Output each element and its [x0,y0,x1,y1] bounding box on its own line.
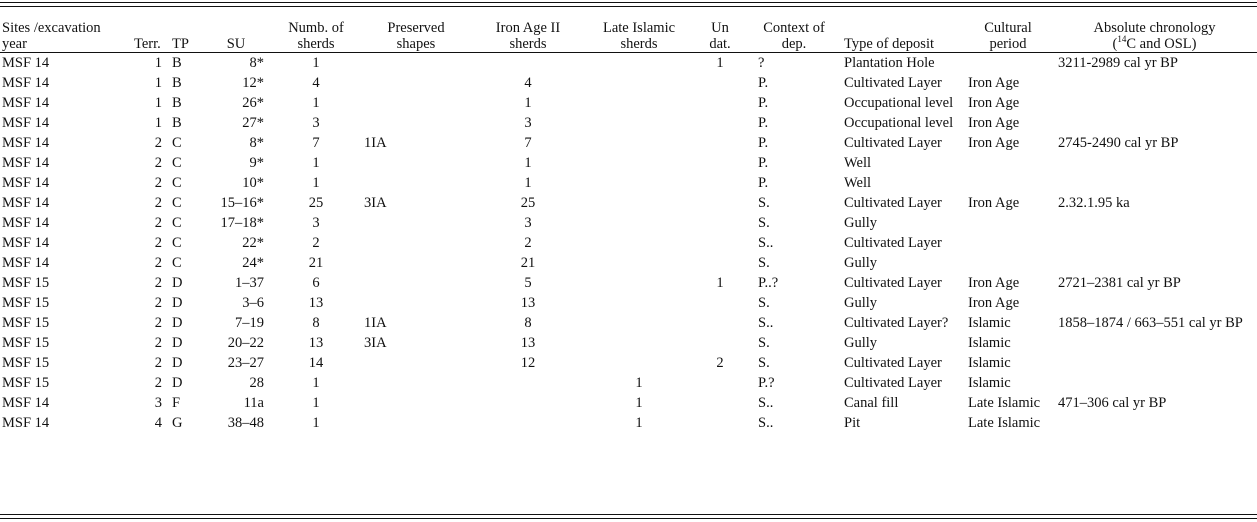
cell-iron: 1 [524,155,532,171]
cell-period: Iron Age [968,195,1020,211]
cell-undat [694,193,746,213]
cell-site: MSF 15 [2,335,50,351]
cell-type: Cultivated Layer [844,235,942,251]
cell-iron: 2 [524,235,532,251]
cell-late [584,173,694,193]
cell-shapes [360,413,472,433]
cell-iron: 12 [520,355,536,371]
cell-undat [694,373,746,393]
cell-period [964,233,1052,253]
cell-late [584,253,694,273]
cell-iron: 1 [524,175,532,191]
table-row [0,413,1257,433]
cell-context: P. [758,75,769,91]
cell-late: 1 [635,395,643,411]
table-row [0,333,1257,353]
cell-terr: 1 [154,55,162,71]
cell-chron: 1858–1874 / 663–551 cal yr BP [1058,315,1243,331]
cell-undat [694,233,746,253]
col-sites: Sites /excavation year [2,20,101,52]
cell-period: Islamic [968,375,1011,391]
cell-undat [694,413,746,433]
cell-su: 1–37 [235,275,264,291]
cell-type: Cultivated Layer [844,375,942,391]
cell-chron [1052,253,1257,273]
cell-su: 22* [242,235,264,251]
cell-tp: B [172,95,182,111]
cell-su: 20–22 [227,335,264,351]
cell-tp: B [172,55,182,71]
table-row [0,293,1257,313]
cell-site: MSF 14 [2,195,50,211]
cell-period: Late Islamic [968,395,1041,411]
cell-shapes [360,213,472,233]
cell-iron [472,413,584,433]
cell-type: Cultivated Layer [844,355,942,371]
cell-shapes [360,53,472,73]
cell-site: MSF 14 [2,215,50,231]
cell-period: Islamic [968,335,1011,351]
cell-chron: 2.32.1.95 ka [1058,195,1130,211]
cell-tp: F [172,395,181,411]
cell-period: Islamic [968,355,1011,371]
cell-terr: 1 [154,95,162,111]
cell-period: Iron Age [968,135,1020,151]
cell-context: S. [758,295,770,311]
bottom-rule-1 [0,514,1257,515]
cell-type: Canal fill [844,395,899,411]
table-row [0,233,1257,253]
cell-shapes [360,93,472,113]
cell-tp: D [172,275,183,291]
table-row [0,73,1257,93]
table-row [0,133,1257,153]
cell-type: Cultivated Layer? [844,315,949,331]
table-row [0,393,1257,413]
col-period: Cultural period [984,20,1032,52]
cell-chron: 471–306 cal yr BP [1058,395,1167,411]
cell-site: MSF 14 [2,95,50,111]
cell-terr: 2 [154,255,162,271]
cell-context: P. [758,115,769,131]
cell-su: 38–48 [227,415,264,431]
cell-chron [1052,213,1257,233]
cell-context: S.. [758,395,774,411]
cell-su: 17–18* [220,215,264,231]
bottom-rule-2 [0,518,1257,519]
cell-tp: B [172,75,182,91]
cell-iron: 13 [520,335,536,351]
cell-undat [694,333,746,353]
cell-su: 28 [249,375,264,391]
cell-terr: 2 [154,155,162,171]
cell-period: Late Islamic [968,415,1041,431]
cell-tp: D [172,375,183,391]
cell-tp: C [172,135,182,151]
cell-undat [694,113,746,133]
cell-numb: 1 [312,175,320,191]
cell-period [964,173,1052,193]
cell-undat [694,73,746,93]
cell-type: Gully [844,215,878,231]
cell-context: P. [758,135,769,151]
cell-context: S. [758,255,770,271]
cell-terr: 2 [154,275,162,291]
cell-chron [1052,93,1257,113]
cell-site: MSF 14 [2,155,50,171]
cell-tp: C [172,195,182,211]
data-table [0,12,1257,433]
cell-site: MSF 14 [2,55,50,71]
cell-tp: G [172,415,183,431]
top-rule-2 [0,6,1257,7]
cell-undat: 2 [716,355,724,371]
cell-terr: 2 [154,215,162,231]
cell-site: MSF 14 [2,175,50,191]
cell-tp: B [172,115,182,131]
cell-type: Plantation Hole [844,55,935,71]
cell-numb: 4 [312,75,320,91]
cell-shapes: 1IA [364,315,387,331]
cell-late [584,93,694,113]
cell-iron [472,393,584,413]
table-row [0,253,1257,273]
cell-numb: 1 [312,415,320,431]
cell-period [964,253,1052,273]
cell-undat [694,173,746,193]
cell-period: Iron Age [968,75,1020,91]
col-chron: Absolute chronology ($^{14}$C and OSL) [1093,20,1216,52]
cell-site: MSF 15 [2,275,50,291]
cell-iron [472,53,584,73]
table-row [0,93,1257,113]
cell-shapes [360,373,472,393]
cell-undat: 1 [716,55,724,71]
cell-late [584,153,694,173]
cell-shapes [360,173,472,193]
cell-type: Cultivated Layer [844,75,942,91]
cell-site: MSF 14 [2,135,50,151]
cell-type: Gully [844,255,878,271]
cell-terr: 4 [154,415,162,431]
cell-chron [1052,153,1257,173]
cell-type: Gully [844,295,878,311]
cell-undat: 1 [716,275,724,291]
cell-terr: 2 [154,355,162,371]
cell-period: Iron Age [968,275,1020,291]
cell-site: MSF 14 [2,75,50,91]
cell-numb: 14 [308,355,324,371]
cell-site: MSF 14 [2,395,50,411]
cell-terr: 3 [154,395,162,411]
cell-su: 12* [242,75,264,91]
cell-shapes [360,73,472,93]
cell-tp: C [172,155,182,171]
cell-iron: 13 [520,295,536,311]
cell-numb: 1 [312,155,320,171]
cell-shapes [360,253,472,273]
table-row [0,213,1257,233]
cell-tp: C [172,235,182,251]
cell-su: 10* [242,175,264,191]
cell-su: 15–16* [220,195,264,211]
cell-chron [1052,373,1257,393]
cell-numb: 7 [312,135,320,151]
col-terr: Terr. [134,36,161,52]
col-numb: Numb. of sherds [288,20,344,52]
cell-late: 1 [635,415,643,431]
cell-type: Well [844,175,872,191]
cell-su: 8* [249,55,264,71]
cell-su: 27* [242,115,264,131]
cell-period: Iron Age [968,115,1020,131]
cell-context: S.. [758,415,774,431]
cell-terr: 2 [154,175,162,191]
cell-numb: 3 [312,215,320,231]
cell-shapes [360,233,472,253]
cell-numb: 8 [312,315,320,331]
cell-late [584,193,694,213]
cell-chron [1052,173,1257,193]
cell-chron [1052,413,1257,433]
cell-chron: 3211-2989 cal yr BP [1058,55,1178,71]
cell-site: MSF 15 [2,295,50,311]
cell-undat [694,93,746,113]
cell-undat [694,133,746,153]
table-row [0,193,1257,213]
cell-undat [694,393,746,413]
col-iron: Iron Age II sherds [495,20,561,52]
table-row [0,173,1257,193]
table-row [0,273,1257,293]
cell-iron: 4 [524,75,532,91]
cell-iron: 5 [524,275,532,291]
cell-numb: 21 [308,255,324,271]
cell-context: S.. [758,235,774,251]
cell-period [964,153,1052,173]
col-shapes: Preserved shapes [387,20,445,52]
cell-context: P..? [758,275,779,291]
cell-tp: D [172,295,183,311]
cell-site: MSF 14 [2,115,50,131]
cell-shapes: 3IA [364,335,387,351]
cell-period: Iron Age [968,95,1020,111]
cell-site: MSF 15 [2,315,50,331]
cell-tp: C [172,255,182,271]
cell-terr: 2 [154,195,162,211]
cell-undat [694,313,746,333]
cell-late [584,133,694,153]
cell-iron: 21 [520,255,536,271]
cell-tp: D [172,315,183,331]
cell-iron: 1 [524,95,532,111]
header-row [0,12,1257,53]
cell-late [584,293,694,313]
cell-numb: 13 [308,295,324,311]
cell-context: ? [758,55,765,71]
cell-numb: 6 [312,275,320,291]
cell-late: 1 [635,375,643,391]
col-undat: Un dat. [709,20,731,52]
cell-undat [694,253,746,273]
cell-numb: 25 [308,195,324,211]
cell-period [964,213,1052,233]
cell-late [584,113,694,133]
cell-late [584,353,694,373]
cell-terr: 2 [154,375,162,391]
cell-su: 3–6 [242,295,264,311]
cell-numb: 1 [312,95,320,111]
cell-iron: 3 [524,115,532,131]
cell-context: P.? [758,375,775,391]
cell-shapes [360,393,472,413]
cell-su: 23–27 [227,355,264,371]
col-late: Late Islamic sherds [602,20,676,52]
cell-period [964,53,1052,73]
cell-type: Pit [844,415,861,431]
cell-su: 9* [249,155,264,171]
cell-late [584,73,694,93]
cell-context: P. [758,95,769,111]
cell-shapes [360,293,472,313]
cell-tp: D [172,335,183,351]
cell-undat [694,213,746,233]
table-row [0,353,1257,373]
cell-shapes: 3IA [364,195,387,211]
cell-numb: 1 [312,375,320,391]
cell-terr: 2 [154,235,162,251]
cell-terr: 2 [154,135,162,151]
cell-chron [1052,293,1257,313]
cell-su: 8* [249,135,264,151]
cell-context: P. [758,175,769,191]
cell-chron [1052,73,1257,93]
cell-late [584,333,694,353]
cell-terr: 2 [154,335,162,351]
cell-undat [694,293,746,313]
cell-su: 24* [242,255,264,271]
cell-chron [1052,333,1257,353]
col-tp: TP [172,36,189,52]
cell-shapes: 1IA [364,135,387,151]
cell-type: Occupational level [844,95,954,111]
cell-period: Islamic [968,315,1011,331]
col-su: SU [226,36,246,52]
cell-late [584,313,694,333]
cell-terr: 1 [154,115,162,131]
cell-context: S. [758,335,770,351]
cell-late [584,273,694,293]
cell-numb: 13 [308,335,324,351]
col-type: Type of deposit [844,36,934,52]
cell-context: S.. [758,315,774,331]
cell-chron: 2721–2381 cal yr BP [1058,275,1181,291]
cell-type: Cultivated Layer [844,275,942,291]
cell-site: MSF 14 [2,415,50,431]
cell-terr: 2 [154,295,162,311]
table-row [0,53,1257,73]
cell-type: Cultivated Layer [844,135,942,151]
cell-tp: C [172,215,182,231]
cell-su: 11a [243,395,264,411]
cell-type: Cultivated Layer [844,195,942,211]
cell-su: 7–19 [235,315,264,331]
cell-late [584,53,694,73]
cell-iron: 25 [520,195,536,211]
table-row [0,153,1257,173]
table-row [0,373,1257,393]
cell-shapes [360,113,472,133]
cell-site: MSF 15 [2,375,50,391]
table-row [0,113,1257,133]
cell-numb: 1 [312,55,320,71]
cell-iron: 7 [524,135,532,151]
cell-site: MSF 15 [2,355,50,371]
cell-numb: 2 [312,235,320,251]
cell-site: MSF 14 [2,235,50,251]
cell-late [584,213,694,233]
cell-type: Occupational level [844,115,954,131]
cell-shapes [360,353,472,373]
cell-numb: 1 [312,395,320,411]
cell-period: Iron Age [968,295,1020,311]
cell-iron: 3 [524,215,532,231]
cell-shapes [360,273,472,293]
col-context: Context of dep. [763,20,825,52]
cell-context: S. [758,355,770,371]
cell-iron [472,373,584,393]
cell-chron [1052,233,1257,253]
cell-context: S. [758,215,770,231]
table-row [0,313,1257,333]
cell-numb: 3 [312,115,320,131]
cell-su: 26* [242,95,264,111]
cell-type: Gully [844,335,878,351]
cell-type: Well [844,155,872,171]
cell-terr: 1 [154,75,162,91]
cell-site: MSF 14 [2,255,50,271]
cell-chron [1052,113,1257,133]
cell-context: P. [758,155,769,171]
cell-chron: 2745-2490 cal yr BP [1058,135,1179,151]
cell-terr: 2 [154,315,162,331]
top-rule-1 [0,2,1257,3]
cell-tp: C [172,175,182,191]
cell-late [584,233,694,253]
cell-shapes [360,153,472,173]
cell-chron [1052,353,1257,373]
cell-undat [694,153,746,173]
cell-iron: 8 [524,315,532,331]
cell-context: S. [758,195,770,211]
cell-tp: D [172,355,183,371]
